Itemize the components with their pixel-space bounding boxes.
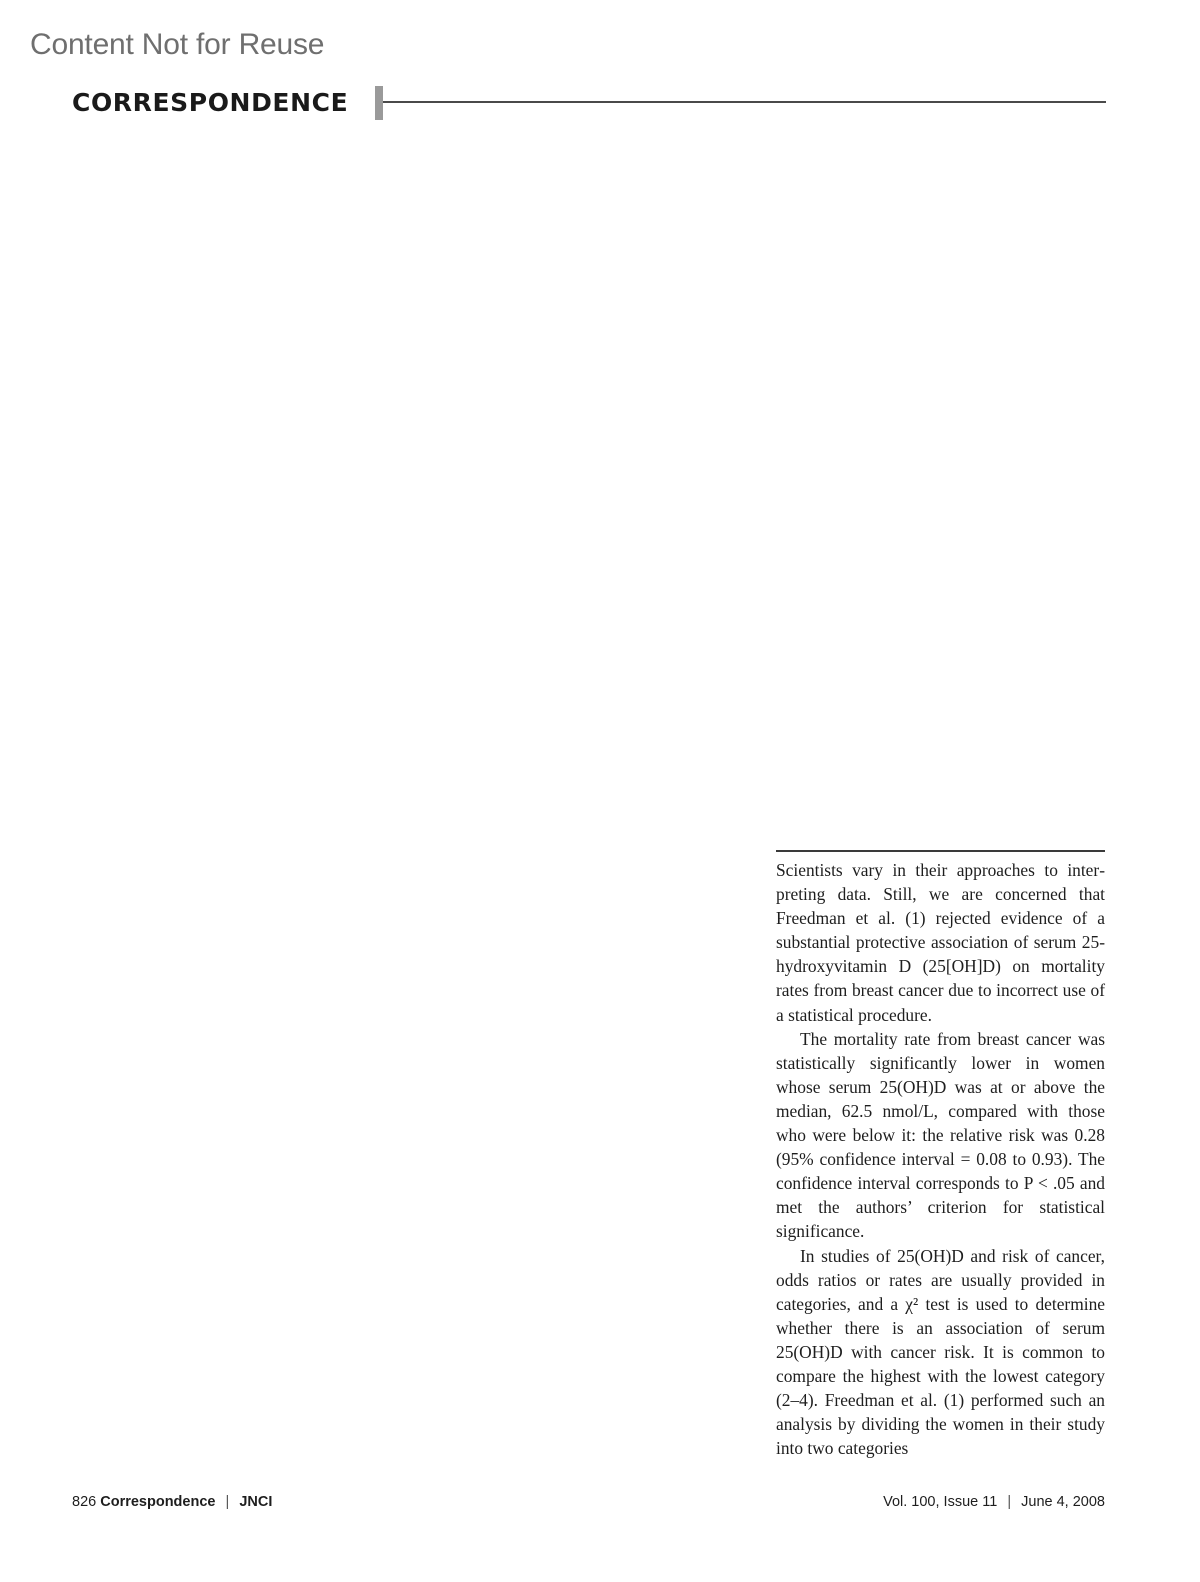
footer-separator: | — [225, 1494, 230, 1510]
volume-issue: Vol. 100, Issue 11 — [883, 1494, 998, 1510]
article-body — [776, 858, 1105, 1460]
footer-separator: | — [1007, 1494, 1012, 1510]
page-number: 826 — [72, 1494, 97, 1510]
footer-section-label: Correspondence — [100, 1494, 216, 1510]
article-paragraph: Scientists vary in their approaches to interpreting data. Still, we are concerned that Freedman et al. (1) rejected evidence of a substantial protective association of serum 25-hydroxyvitamin D (25[OH]D) on mortality rates from breast cancer due to incorrect use of a statistical procedure. — [776, 860, 1105, 1025]
footer-right — [883, 1494, 1105, 1510]
section-marker-bar — [375, 86, 383, 120]
article-paragraph: In studies of 25(OH)D and risk of cancer, odds ratios or rates are usually provided in categories, and a χ² test is used to determine whether there is an association of serum 25(OH)D with cancer risk. It is common to compare the highest with the lowest category (2–4). Freedman et al. (1) performed such an analysis by dividing the women in their study into two categories — [776, 1245, 1105, 1459]
publication-date: June 4, 2008 — [1021, 1494, 1105, 1510]
section-header — [72, 86, 1106, 122]
journal-name: JNCI — [239, 1494, 273, 1510]
article-paragraph: The mortality rate from breast cancer was statistically significantly lower in women whose serum 25(OH)D was at or above the median, 62.5 nmol/L, compared with those who were below it: the relative risk was 0.28 (95% confidence interval = 0.08 to 0.93). The confidence interval corresponds to P < .05 and met the authors’ criterion for statistical significance. — [776, 1028, 1105, 1242]
section-header-rule — [383, 101, 1106, 103]
column-top-rule — [776, 850, 1105, 852]
section-title: CORRESPONDENCE — [72, 88, 349, 117]
footer-left — [72, 1494, 272, 1510]
watermark-text: Content Not for Reuse — [30, 28, 325, 61]
